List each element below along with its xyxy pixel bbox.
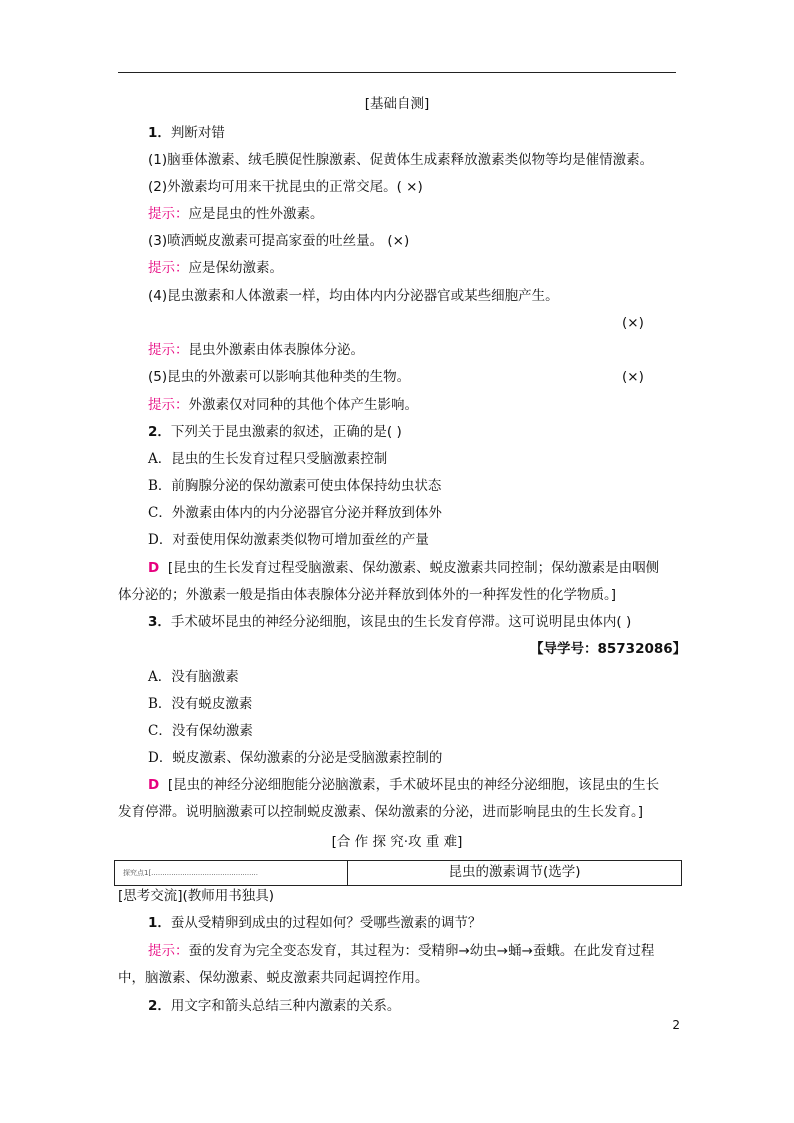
q3-explanation-text: [昆虫的神经分泌细胞能分泌脑激素，手术破坏昆虫的神经分泌细胞，该昆虫的生长	[167, 777, 660, 793]
think-header: [思考交流](教师用书独具)	[118, 888, 275, 904]
q1-hint-2	[148, 204, 324, 224]
q3-explanation-line-1	[148, 775, 659, 795]
q2-number: 2．	[148, 424, 171, 440]
q2-option-d: D．对蚕使用保幼激素类似物可增加蚕丝的产量	[148, 532, 429, 548]
q3-guide-number: 【导学号：85732086】	[530, 641, 687, 657]
q3-answer: D	[148, 777, 160, 793]
q2-explanation-text: [昆虫的生长发育过程受脑激素、保幼激素、蜕皮激素共同控制；保幼激素是由咽侧	[167, 560, 660, 576]
hint-text: 昆虫外激素由体表腺体分泌。	[188, 342, 364, 358]
hint-label: 提示：	[148, 342, 189, 358]
hint-label: 提示：	[148, 943, 189, 959]
think-q1-line	[148, 913, 481, 933]
think-hint-1	[148, 941, 654, 961]
q3-option-d: D．蜕皮激素、保幼激素的分泌是受脑激素控制的	[148, 750, 443, 766]
q2-explanation-line-1	[148, 558, 659, 578]
hint-text: 外激素仅对同种的其他个体产生影响。	[188, 397, 418, 413]
topic-table	[114, 860, 682, 886]
q2-stem-line	[148, 422, 402, 442]
page-number: 2	[672, 1018, 680, 1032]
q3-explanation-line-2: 发育停滞。说明脑激素可以控制蜕皮激素、保幼激素的分泌，进而影响昆虫的生长发育。]	[118, 804, 644, 820]
q1-statement-4-mark: (×)	[622, 315, 644, 331]
q2-answer: D	[148, 560, 160, 576]
q3-stem-line	[148, 612, 631, 632]
think-q2-line	[148, 996, 400, 1016]
q2-stem: 下列关于昆虫激素的叙述，正确的是( )	[170, 424, 402, 440]
q3-stem: 手术破坏昆虫的神经分泌细胞，该昆虫的生长发育停滞。这可说明昆虫体内( )	[170, 614, 632, 630]
topic-table-left-cell	[115, 861, 348, 885]
q1-statement-3: (3)喷洒蜕皮激素可提高家蚕的吐丝量。 (×)	[148, 233, 410, 249]
q3-option-b: B．没有蜕皮激素	[148, 696, 253, 712]
q1-hint-4	[148, 340, 364, 360]
section-title-basic: [基础自测]	[364, 96, 430, 112]
q1-number: 1．	[148, 125, 171, 141]
section-title-cooperative: [合 作 探 究·攻 重 难]	[331, 834, 463, 850]
q2-option-a: A．昆虫的生长发育过程只受脑激素控制	[148, 451, 388, 467]
think-q1-text: 蚕从受精卵到成虫的过程如何？受哪些激素的调节？	[170, 915, 482, 931]
q3-number: 3．	[148, 614, 171, 630]
hint-text: 应是昆虫的性外激素。	[188, 206, 324, 222]
q1-hint-5	[148, 395, 418, 415]
hint-label: 提示：	[148, 397, 189, 413]
q1-statement-1: (1)脑垂体激素、绒毛膜促性腺激素、促黄体生成素释放激素类似物等均是催情激素。	[148, 152, 654, 168]
hint-label: 提示：	[148, 260, 189, 276]
q2-option-b: B．前胸腺分泌的保幼激素可使虫体保持幼虫状态	[148, 478, 442, 494]
hint-text: 应是保幼激素。	[188, 260, 283, 276]
hint-label: 提示：	[148, 206, 189, 222]
q3-option-a: A．没有脑激素	[148, 669, 239, 685]
q1-statement-5-mark: (×)	[622, 369, 644, 385]
think-q2-number: 2．	[148, 998, 171, 1014]
q2-option-c: C．外激素由体内的内分泌器官分泌并释放到体外	[148, 505, 442, 521]
think-q2-text: 用文字和箭头总结三种内激素的关系。	[170, 998, 401, 1014]
q1-heading	[148, 123, 225, 143]
topic-tag: 探究点1[................................................	[123, 869, 258, 877]
q1-statement-4: (4)昆虫激素和人体激素一样，均由体内内分泌器官或某些细胞产生。	[148, 288, 559, 304]
q1-hint-3	[148, 258, 283, 278]
q1-title: 判断对错	[170, 125, 225, 141]
think-q1-number: 1．	[148, 915, 171, 931]
hint-text: 蚕的发育为完全变态发育，其过程为：受精卵→幼虫→蛹→蚕蛾。在此发育过程	[188, 943, 655, 959]
q2-explanation-line-2: 体分泌的；外激素一般是指由体表腺体分泌并释放到体外的一种挥发性的化学物质。]	[118, 587, 617, 603]
think-hint-1-cont: 中，脑激素、保幼激素、蜕皮激素共同起调控作用。	[118, 970, 429, 986]
header-rule	[118, 72, 676, 73]
q3-option-c: C．没有保幼激素	[148, 723, 253, 739]
q1-statement-5: (5)昆虫的外激素可以影响其他种类的生物。	[148, 369, 411, 385]
q1-statement-2: (2)外激素均可用来干扰昆虫的正常交尾。( ×)	[148, 179, 423, 195]
topic-title: 昆虫的激素调节(选学)	[448, 864, 581, 880]
